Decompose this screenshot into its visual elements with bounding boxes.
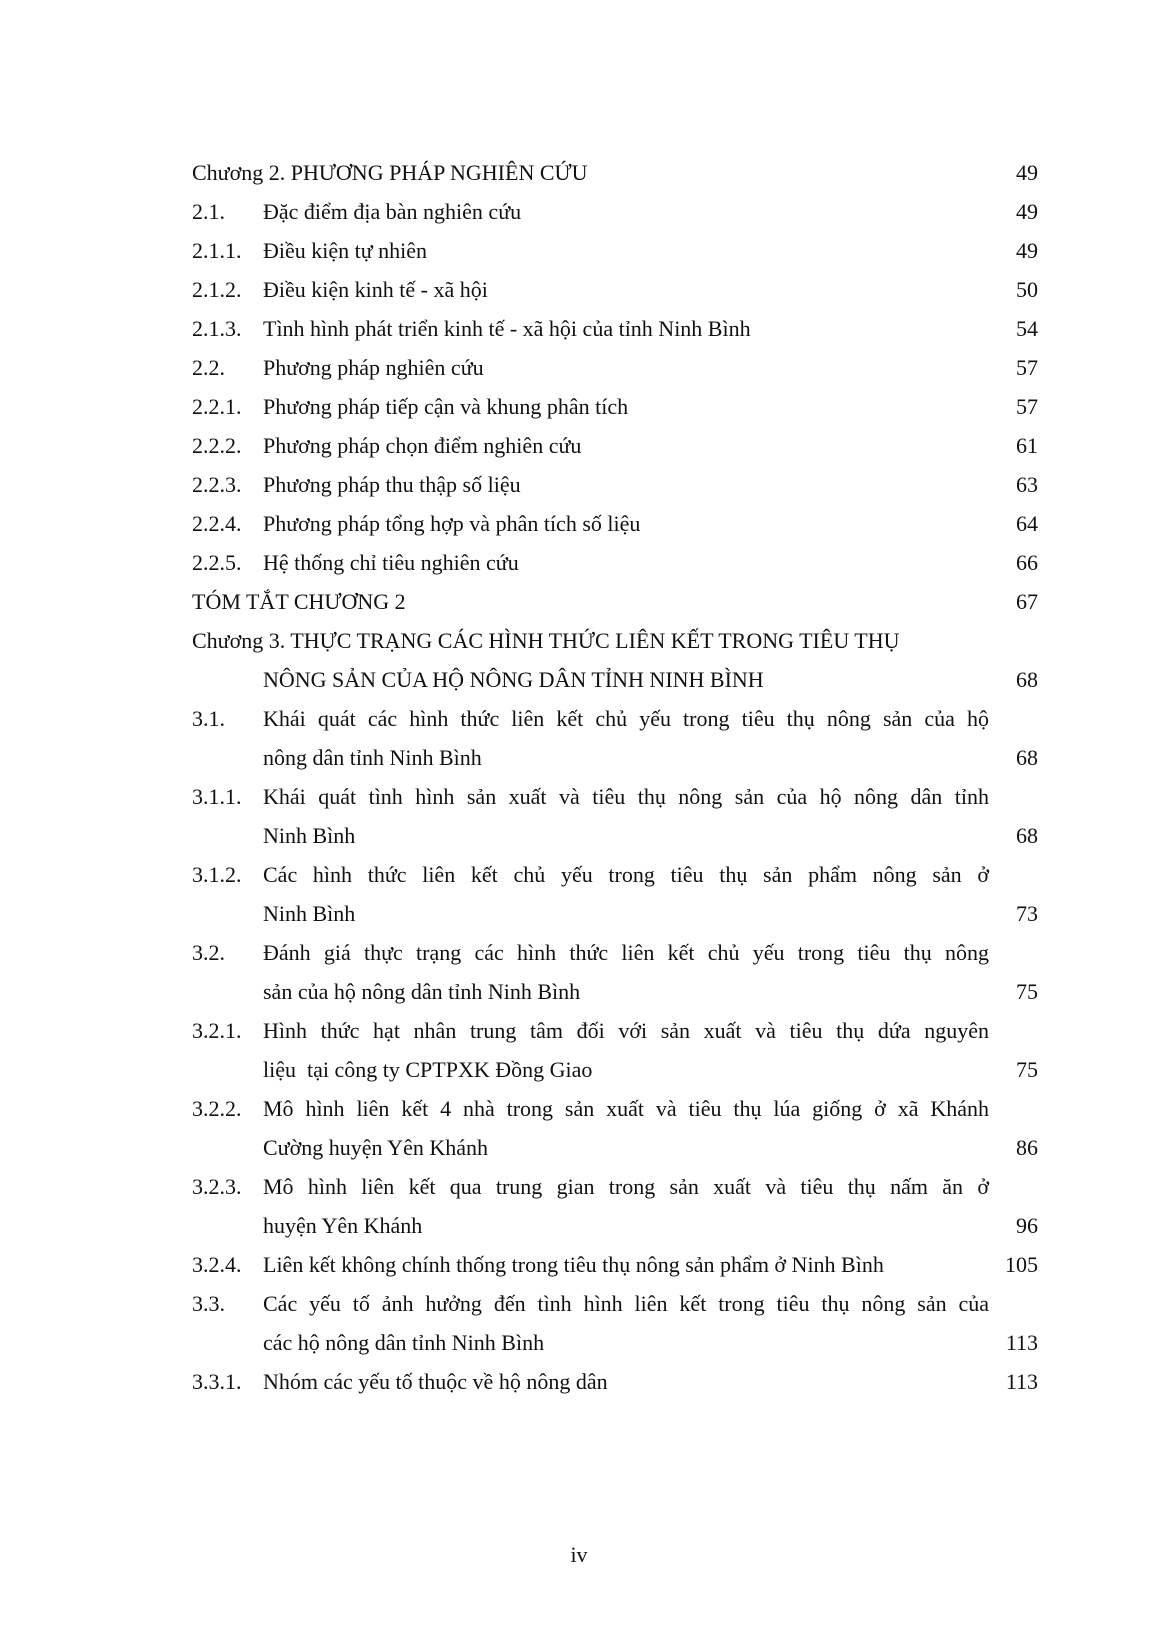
toc-entry-page: 57 bbox=[1016, 394, 1038, 419]
toc-entry-3-1-2-cont bbox=[0, 897, 1158, 931]
toc-entry-3-1-cont bbox=[0, 741, 1158, 775]
toc-entry-page: 105 bbox=[1005, 1252, 1038, 1277]
toc-entry-title-line-2: NÔNG SẢN CỦA HỘ NÔNG DÂN TỈNH NINH BÌNH bbox=[263, 667, 764, 692]
toc-entry-number: 2.1.2. bbox=[192, 277, 242, 302]
toc-entry-chapter-3 bbox=[0, 624, 1158, 658]
toc-entry-page: 86 bbox=[1016, 1135, 1038, 1160]
toc-entry-title-line-2: sản của hộ nông dân tỉnh Ninh Bình bbox=[263, 979, 581, 1004]
toc-entry-3-2-4 bbox=[0, 1248, 1158, 1282]
toc-entry-number: 3.1.1. bbox=[192, 784, 242, 809]
toc-entry-2-2 bbox=[0, 351, 1158, 385]
toc-entry-title-line-1: Chương 3. THỰC TRẠNG CÁC HÌNH THỨC LIÊN KẾT TRONG TIÊU THỤ bbox=[192, 628, 900, 653]
toc-entry-number: 3.2.2. bbox=[192, 1096, 242, 1121]
toc-entry-title: Phương pháp tổng hợp và phân tích số liệu bbox=[263, 511, 641, 536]
toc-entry-title: Phương pháp chọn điểm nghiên cứu bbox=[263, 433, 582, 458]
toc-entry-3-2-1-cont bbox=[0, 1053, 1158, 1087]
toc-entry-title-line-2: liệu tại công ty CPTPXK Đồng Giao bbox=[263, 1057, 593, 1082]
toc-entry-page: 68 bbox=[1016, 667, 1038, 692]
toc-entry-title-line-2: Ninh Bình bbox=[263, 823, 356, 848]
toc-entry-3-3-cont bbox=[0, 1326, 1158, 1360]
toc-entry-page: 113 bbox=[1005, 1330, 1038, 1355]
toc-entry-title-line-1: Đánh giá thực trạng các hình thức liên kết chủ yếu trong tiêu thụ nông bbox=[263, 940, 989, 965]
toc-entry-3-2-3-cont bbox=[0, 1209, 1158, 1243]
toc-entry-number: 2.2.5. bbox=[192, 550, 242, 575]
toc-entry-title-line-1: Mô hình liên kết 4 nhà trong sản xuất và tiêu thụ lúa giống ở xã Khánh bbox=[263, 1096, 989, 1121]
toc-entry-2-2-3 bbox=[0, 468, 1158, 502]
toc-entry-page: 67 bbox=[1016, 589, 1038, 614]
toc-entry-title: Hệ thống chỉ tiêu nghiên cứu bbox=[263, 550, 519, 575]
toc-entry-title-line-1: Các hình thức liên kết chủ yếu trong tiêu thụ sản phẩm nông sản ở bbox=[263, 862, 989, 887]
toc-entry-page: 68 bbox=[1016, 745, 1038, 770]
toc-entry-number: 2.1.3. bbox=[192, 316, 242, 341]
toc-entry-3-2-2 bbox=[0, 1092, 1158, 1126]
toc-entry-3-1-1-cont bbox=[0, 819, 1158, 853]
toc-entry-page: 75 bbox=[1016, 979, 1038, 1004]
toc-entry-number: 2.1. bbox=[192, 199, 225, 224]
toc-entry-page: 64 bbox=[1016, 511, 1038, 536]
toc-entry-page: 49 bbox=[1016, 160, 1038, 185]
toc-entry-title: Đặc điểm địa bàn nghiên cứu bbox=[263, 199, 522, 224]
toc-entry-title: TÓM TẮT CHƯƠNG 2 bbox=[192, 589, 406, 614]
toc-entry-3-3-1 bbox=[0, 1365, 1158, 1399]
toc-entry-page: 96 bbox=[1016, 1213, 1038, 1238]
toc-entry-number: 3.2.1. bbox=[192, 1018, 242, 1043]
toc-entry-3-2-2-cont bbox=[0, 1131, 1158, 1165]
toc-entry-title: Chương 2. PHƯƠNG PHÁP NGHIÊN CỨU bbox=[192, 160, 588, 185]
toc-entry-number: 2.2.2. bbox=[192, 433, 242, 458]
toc-entry-title: Điều kiện tự nhiên bbox=[263, 238, 428, 263]
toc-entry-summary-chapter-2 bbox=[0, 585, 1158, 619]
toc-entry-page: 50 bbox=[1016, 277, 1038, 302]
toc-entry-title-line-2: các hộ nông dân tỉnh Ninh Bình bbox=[263, 1330, 545, 1355]
toc-entry-title-line-2: Ninh Bình bbox=[263, 901, 356, 926]
toc-entry-page: 66 bbox=[1016, 550, 1038, 575]
toc-entry-number: 3.2.3. bbox=[192, 1174, 242, 1199]
toc-entry-number: 3.3.1. bbox=[192, 1369, 242, 1394]
toc-entry-2-2-2 bbox=[0, 429, 1158, 463]
toc-entry-3-2-1 bbox=[0, 1014, 1158, 1048]
toc-entry-2-2-5 bbox=[0, 546, 1158, 580]
toc-entry-title: Nhóm các yếu tố thuộc về hộ nông dân bbox=[263, 1369, 608, 1394]
toc-entry-page: 49 bbox=[1016, 199, 1038, 224]
toc-entry-3-2-3 bbox=[0, 1170, 1158, 1204]
toc-entry-number: 2.1.1. bbox=[192, 238, 242, 263]
toc-entry-title-line-1: Các yếu tố ảnh hưởng đến tình hình liên kết trong tiêu thụ nông sản của bbox=[263, 1291, 989, 1316]
toc-entry-title-line-2: Cường huyện Yên Khánh bbox=[263, 1135, 488, 1160]
toc-entry-page: 75 bbox=[1016, 1057, 1038, 1082]
toc-entry-number: 3.2. bbox=[192, 940, 225, 965]
toc-entry-number: 2.2.4. bbox=[192, 511, 242, 536]
toc-entry-2-1 bbox=[0, 195, 1158, 229]
toc-entry-title-line-1: Hình thức hạt nhân trung tâm đối với sản xuất và tiêu thụ dứa nguyên bbox=[263, 1018, 989, 1043]
toc-entry-number: 2.2. bbox=[192, 355, 225, 380]
toc-entry-page: 61 bbox=[1016, 433, 1038, 458]
toc-entry-2-2-4 bbox=[0, 507, 1158, 541]
toc-entry-page: 63 bbox=[1016, 472, 1038, 497]
toc-entry-title: Tình hình phát triển kinh tế - xã hội của tỉnh Ninh Bình bbox=[263, 316, 751, 341]
toc-entry-2-1-3 bbox=[0, 312, 1158, 346]
toc-entry-number: 3.1. bbox=[192, 706, 225, 731]
toc-entry-page: 49 bbox=[1016, 238, 1038, 263]
toc-entry-number: 3.1.2. bbox=[192, 862, 242, 887]
toc-entry-number: 3.3. bbox=[192, 1291, 225, 1316]
toc-entry-3-1-1 bbox=[0, 780, 1158, 814]
toc-entry-2-2-1 bbox=[0, 390, 1158, 424]
toc-entry-3-1-2 bbox=[0, 858, 1158, 892]
toc-entry-2-1-2 bbox=[0, 273, 1158, 307]
toc-entry-3-2-cont bbox=[0, 975, 1158, 1009]
toc-entry-3-3 bbox=[0, 1287, 1158, 1321]
toc-entry-page: 73 bbox=[1016, 901, 1038, 926]
page-number: iv bbox=[570, 1542, 588, 1567]
toc-entry-number: 2.2.1. bbox=[192, 394, 242, 419]
toc-entry-title: Liên kết không chính thống trong tiêu thụ nông sản phẩm ở Ninh Bình bbox=[263, 1252, 884, 1277]
toc-entry-title-line-2: huyện Yên Khánh bbox=[263, 1213, 423, 1238]
toc-entry-3-1 bbox=[0, 702, 1158, 736]
toc-entry-title: Phương pháp thu thập số liệu bbox=[263, 472, 521, 497]
toc-entry-page: 57 bbox=[1016, 355, 1038, 380]
toc-entry-page: 113 bbox=[1005, 1369, 1038, 1394]
toc-entry-page: 68 bbox=[1016, 823, 1038, 848]
toc-entry-number: 3.2.4. bbox=[192, 1252, 242, 1277]
toc-entry-chapter-2 bbox=[0, 156, 1158, 190]
toc-entry-page: 54 bbox=[1016, 316, 1038, 341]
toc-entry-title-line-1: Khái quát các hình thức liên kết chủ yếu trong tiêu thụ nông sản của hộ bbox=[263, 706, 989, 731]
toc-entry-chapter-3-cont bbox=[0, 663, 1158, 697]
toc-entry-number: 2.2.3. bbox=[192, 472, 242, 497]
toc-entry-3-2 bbox=[0, 936, 1158, 970]
toc-entry-title: Điều kiện kinh tế - xã hội bbox=[263, 277, 488, 302]
toc-entry-title: Phương pháp nghiên cứu bbox=[263, 355, 484, 380]
toc-entry-title-line-1: Mô hình liên kết qua trung gian trong sản xuất và tiêu thụ nấm ăn ở bbox=[263, 1174, 989, 1199]
toc-entry-title-line-1: Khái quát tình hình sản xuất và tiêu thụ nông sản của hộ nông dân tỉnh bbox=[263, 784, 989, 809]
toc-entry-2-1-1 bbox=[0, 234, 1158, 268]
toc-entry-title: Phương pháp tiếp cận và khung phân tích bbox=[263, 394, 629, 419]
toc-entry-title-line-2: nông dân tỉnh Ninh Bình bbox=[263, 745, 482, 770]
